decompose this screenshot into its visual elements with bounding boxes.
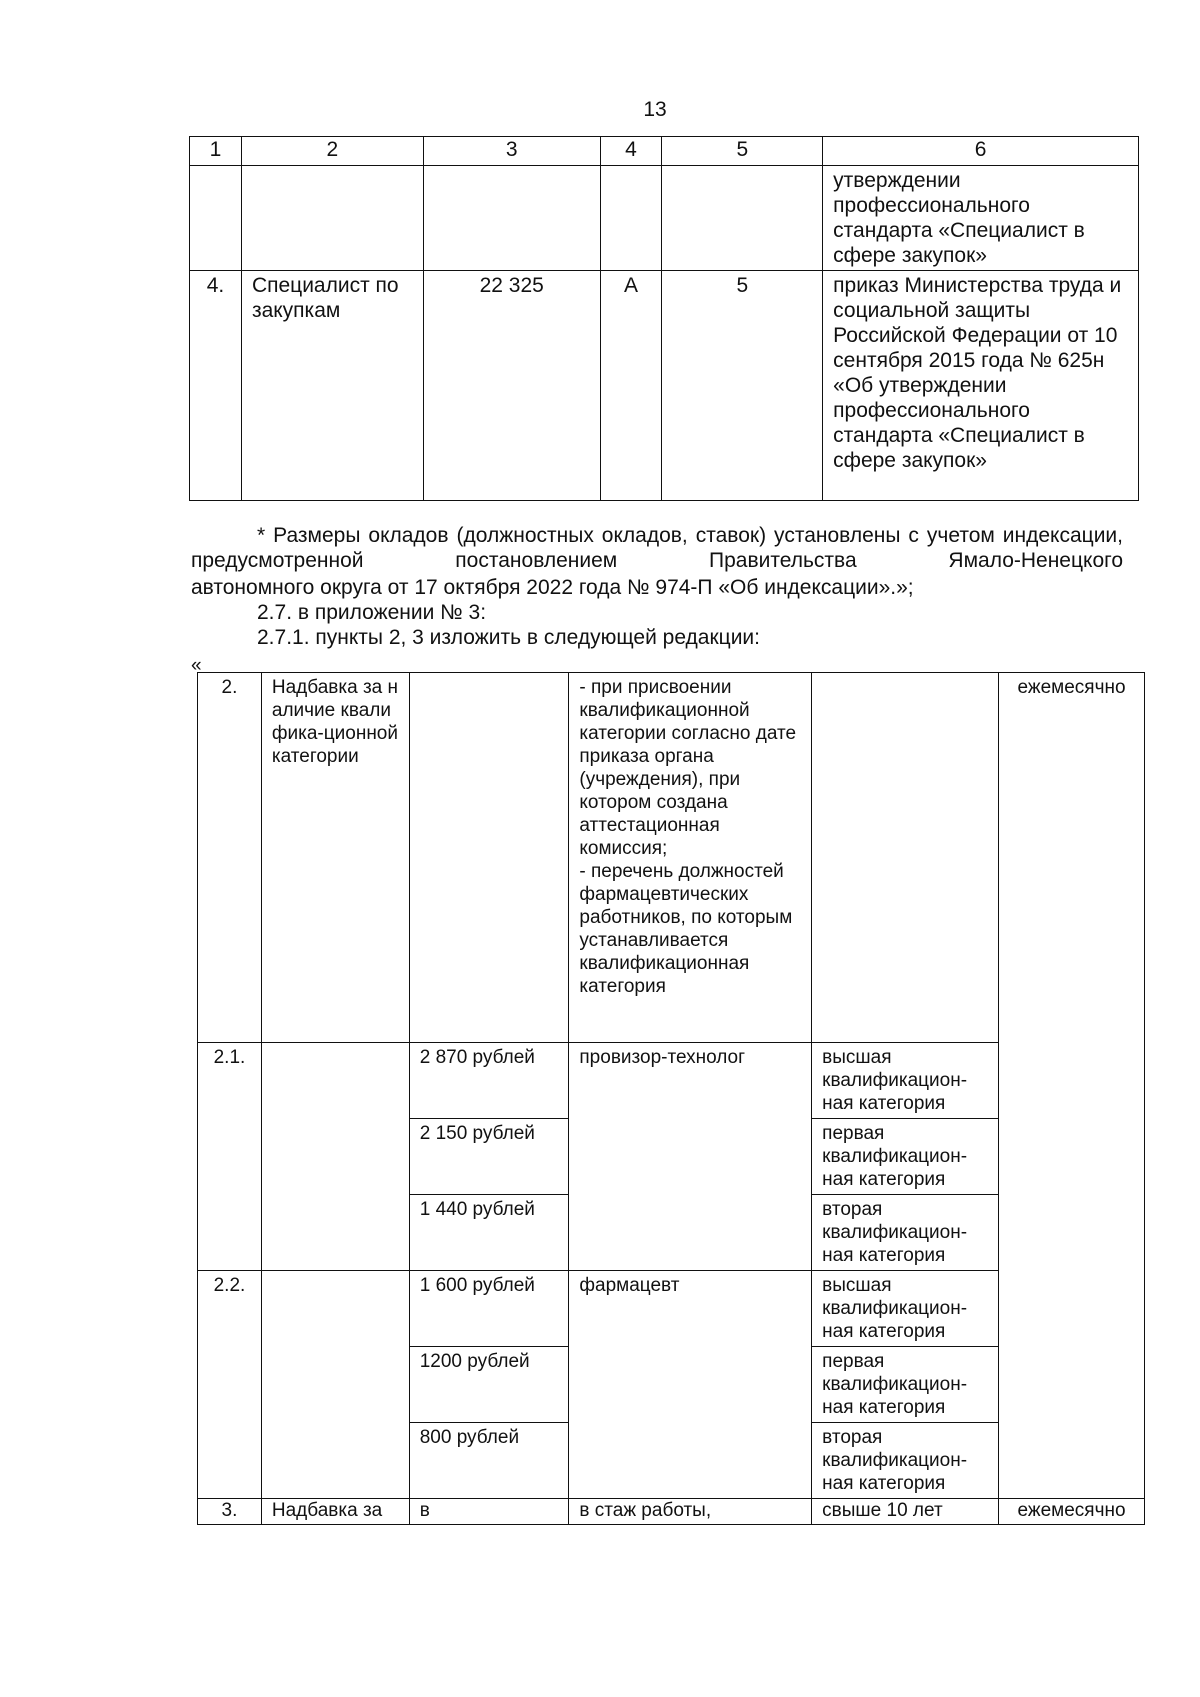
table-row <box>190 166 1139 271</box>
amount: в <box>409 1499 569 1525</box>
header-cell: 6 <box>823 137 1139 166</box>
amount: 1 600 рублей <box>409 1271 569 1347</box>
category: вторая квалификацион-ная категория <box>812 1195 999 1271</box>
allowance-conditions: - при присвоении квалификационной категории согласно дате приказа органа (учреждения), при котором создана аттестационная комиссия; - перечень должностей фармацевтических работников, по которым устанавливается квалификационная категория <box>569 673 812 1043</box>
footnote-line-2: автономного округа от 17 октября 2022 года № 974-П «Об индексации».»; <box>191 576 914 599</box>
level-value: 5 <box>662 271 823 501</box>
table-row <box>190 271 1139 501</box>
position-name: провизор-технолог <box>569 1043 812 1271</box>
amount: 800 рублей <box>409 1423 569 1499</box>
category: вторая квалификацион-ная категория <box>812 1423 999 1499</box>
row-number: 2.2. <box>198 1271 262 1499</box>
row-number: 4. <box>190 271 242 501</box>
row-number: 3. <box>198 1499 262 1525</box>
footnote-line-1: * Размеры окладов (должностных окладов, ставок) установлены с учетом индексации, предусмотренной постановлением Правительства Ямало-Ненецкого <box>191 524 1123 572</box>
continuation-cell: утверждении профессионального стандарта «Специалист в сфере закупок» <box>823 166 1139 271</box>
position-name: фармацевт <box>569 1271 812 1499</box>
header-cell: 3 <box>423 137 600 166</box>
category: свыше 10 лет <box>812 1499 999 1525</box>
table-row <box>198 673 1145 1043</box>
category: высшая квалификацион-ная категория <box>812 1271 999 1347</box>
amount: 1200 рублей <box>409 1347 569 1423</box>
table-header-row <box>190 137 1139 166</box>
table-positions <box>189 136 1139 501</box>
paragraph-2-7: 2.7. в приложении № 3: <box>257 601 487 624</box>
category: высшая квалификацион-ная категория <box>812 1043 999 1119</box>
allowance-name: Надбавка за наличие квалифика-ционной категории <box>261 673 409 1043</box>
basis-text: приказ Министерства труда и социальной защиты Российской Федерации от 10 сентября 2015 года № 625н «Об утверждении профессионального стандарта «Специалист в сфере закупок» <box>823 271 1139 501</box>
category: первая квалификацион-ная категория <box>812 1119 999 1195</box>
header-cell: 1 <box>190 137 242 166</box>
position-name: Специалист по закупкам <box>241 271 423 501</box>
paragraph-2-7-1: 2.7.1. пункты 2, 3 изложить в следующей редакции: <box>257 626 760 649</box>
allowance-name: Надбавка за <box>261 1499 409 1525</box>
header-cell: 4 <box>600 137 662 166</box>
category: первая квалификацион-ная категория <box>812 1347 999 1423</box>
payment-period: ежемесячно <box>999 673 1145 1499</box>
salary-value: 22 325 <box>423 271 600 501</box>
quote-mark: « <box>191 655 202 676</box>
payment-period: ежемесячно <box>999 1499 1145 1525</box>
allowance-conditions: в стаж работы, <box>569 1499 812 1525</box>
page-number: 13 <box>643 98 667 121</box>
amount: 2 870 рублей <box>409 1043 569 1119</box>
amount: 2 150 рублей <box>409 1119 569 1195</box>
header-cell: 2 <box>241 137 423 166</box>
table-row <box>198 1499 1145 1525</box>
row-number: 2.1. <box>198 1043 262 1271</box>
header-cell: 5 <box>662 137 823 166</box>
row-number: 2. <box>198 673 262 1043</box>
amount: 1 440 рублей <box>409 1195 569 1271</box>
table-allowances <box>197 672 1145 1525</box>
group-value: А <box>600 271 662 501</box>
